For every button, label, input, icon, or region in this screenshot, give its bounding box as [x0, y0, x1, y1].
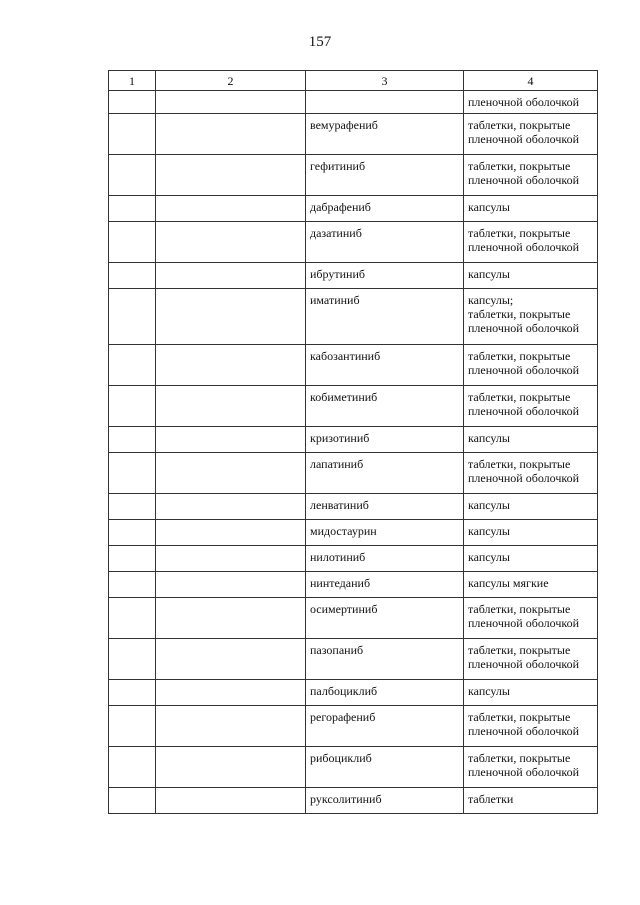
cell-col-1	[109, 706, 156, 747]
cell-col-4: пленочной оболочкой	[464, 91, 598, 114]
cell-col-2	[156, 546, 306, 572]
cell-col-3: гефитиниб	[306, 155, 464, 196]
cell-col-2	[156, 520, 306, 546]
cell-col-3: дазатиниб	[306, 222, 464, 263]
cell-col-3: мидостаурин	[306, 520, 464, 546]
cell-col-2	[156, 345, 306, 386]
header-col-3: 3	[306, 71, 464, 91]
table-row	[109, 155, 598, 196]
table-row	[109, 520, 598, 546]
table-row	[109, 680, 598, 706]
cell-col-3: рибоциклиб	[306, 747, 464, 788]
cell-col-3	[306, 91, 464, 114]
table-row	[109, 494, 598, 520]
table-row	[109, 91, 598, 114]
cell-col-2	[156, 680, 306, 706]
cell-col-1	[109, 114, 156, 155]
table-header-row	[109, 71, 598, 91]
table-row	[109, 453, 598, 494]
cell-col-1	[109, 598, 156, 639]
cell-col-2	[156, 639, 306, 680]
cell-col-4: таблетки, покрытые пленочной оболочкой	[464, 345, 598, 386]
cell-col-4: таблетки, покрытые пленочной оболочкой	[464, 706, 598, 747]
table-row	[109, 546, 598, 572]
cell-col-3: иматиниб	[306, 289, 464, 345]
table-row	[109, 386, 598, 427]
cell-col-2	[156, 788, 306, 814]
cell-col-4: таблетки, покрытые пленочной оболочкой	[464, 598, 598, 639]
cell-col-2	[156, 572, 306, 598]
cell-col-3: палбоциклиб	[306, 680, 464, 706]
table-row	[109, 222, 598, 263]
cell-col-1	[109, 546, 156, 572]
table-row	[109, 639, 598, 680]
cell-col-4: капсулы мягкие	[464, 572, 598, 598]
cell-col-1	[109, 155, 156, 196]
table-row	[109, 572, 598, 598]
cell-col-1	[109, 453, 156, 494]
cell-col-4: таблетки, покрытые пленочной оболочкой	[464, 639, 598, 680]
cell-col-4: таблетки	[464, 788, 598, 814]
header-col-2: 2	[156, 71, 306, 91]
cell-col-1	[109, 572, 156, 598]
cell-col-3: пазопаниб	[306, 639, 464, 680]
page-number: 157	[308, 34, 332, 50]
cell-col-2	[156, 263, 306, 289]
cell-col-4: капсулы	[464, 263, 598, 289]
cell-col-4: капсулы	[464, 196, 598, 222]
cell-col-1	[109, 520, 156, 546]
cell-col-4: капсулы	[464, 680, 598, 706]
cell-col-2	[156, 453, 306, 494]
cell-col-4: таблетки, покрытые пленочной оболочкой	[464, 222, 598, 263]
cell-col-2	[156, 91, 306, 114]
cell-col-3: руксолитиниб	[306, 788, 464, 814]
cell-col-3: регорафениб	[306, 706, 464, 747]
table-row	[109, 263, 598, 289]
cell-col-3: вемурафениб	[306, 114, 464, 155]
cell-col-3: кабозантиниб	[306, 345, 464, 386]
cell-col-2	[156, 494, 306, 520]
cell-col-4: таблетки, покрытые пленочной оболочкой	[464, 386, 598, 427]
cell-col-1	[109, 788, 156, 814]
cell-col-2	[156, 386, 306, 427]
table-row	[109, 114, 598, 155]
header-col-1: 1	[109, 71, 156, 91]
cell-col-3: нинтеданиб	[306, 572, 464, 598]
table-row	[109, 747, 598, 788]
header-col-4: 4	[464, 71, 598, 91]
cell-col-2	[156, 598, 306, 639]
cell-col-4: таблетки, покрытые пленочной оболочкой	[464, 114, 598, 155]
cell-col-2	[156, 289, 306, 345]
cell-col-2	[156, 427, 306, 453]
cell-col-1	[109, 222, 156, 263]
cell-col-1	[109, 427, 156, 453]
cell-col-1	[109, 639, 156, 680]
cell-col-2	[156, 155, 306, 196]
cell-col-1	[109, 386, 156, 427]
drug-table	[108, 70, 598, 814]
cell-col-2	[156, 222, 306, 263]
cell-col-3: нилотиниб	[306, 546, 464, 572]
cell-col-3: дабрафениб	[306, 196, 464, 222]
cell-col-1	[109, 263, 156, 289]
cell-col-1	[109, 680, 156, 706]
cell-col-4: капсулы	[464, 546, 598, 572]
cell-col-3: лапатиниб	[306, 453, 464, 494]
cell-col-4: таблетки, покрытые пленочной оболочкой	[464, 747, 598, 788]
cell-col-2	[156, 196, 306, 222]
table-row	[109, 427, 598, 453]
cell-col-3: ленватиниб	[306, 494, 464, 520]
cell-col-4: капсулы	[464, 520, 598, 546]
cell-col-4: капсулы	[464, 427, 598, 453]
cell-col-3: кобиметиниб	[306, 386, 464, 427]
cell-col-3: ибрутиниб	[306, 263, 464, 289]
cell-col-1	[109, 747, 156, 788]
cell-col-1	[109, 289, 156, 345]
table-row	[109, 345, 598, 386]
table-row	[109, 598, 598, 639]
cell-col-4: капсулы; таблетки, покрытые пленочной оболочкой	[464, 289, 598, 345]
cell-col-1	[109, 196, 156, 222]
table-row	[109, 788, 598, 814]
cell-col-2	[156, 747, 306, 788]
cell-col-1	[109, 494, 156, 520]
cell-col-1	[109, 91, 156, 114]
table-row	[109, 196, 598, 222]
cell-col-3: осимертиниб	[306, 598, 464, 639]
cell-col-4: капсулы	[464, 494, 598, 520]
cell-col-2	[156, 114, 306, 155]
cell-col-3: кризотиниб	[306, 427, 464, 453]
cell-col-1	[109, 345, 156, 386]
cell-col-4: таблетки, покрытые пленочной оболочкой	[464, 155, 598, 196]
cell-col-2	[156, 706, 306, 747]
table-row	[109, 706, 598, 747]
table-row	[109, 289, 598, 345]
cell-col-4: таблетки, покрытые пленочной оболочкой	[464, 453, 598, 494]
